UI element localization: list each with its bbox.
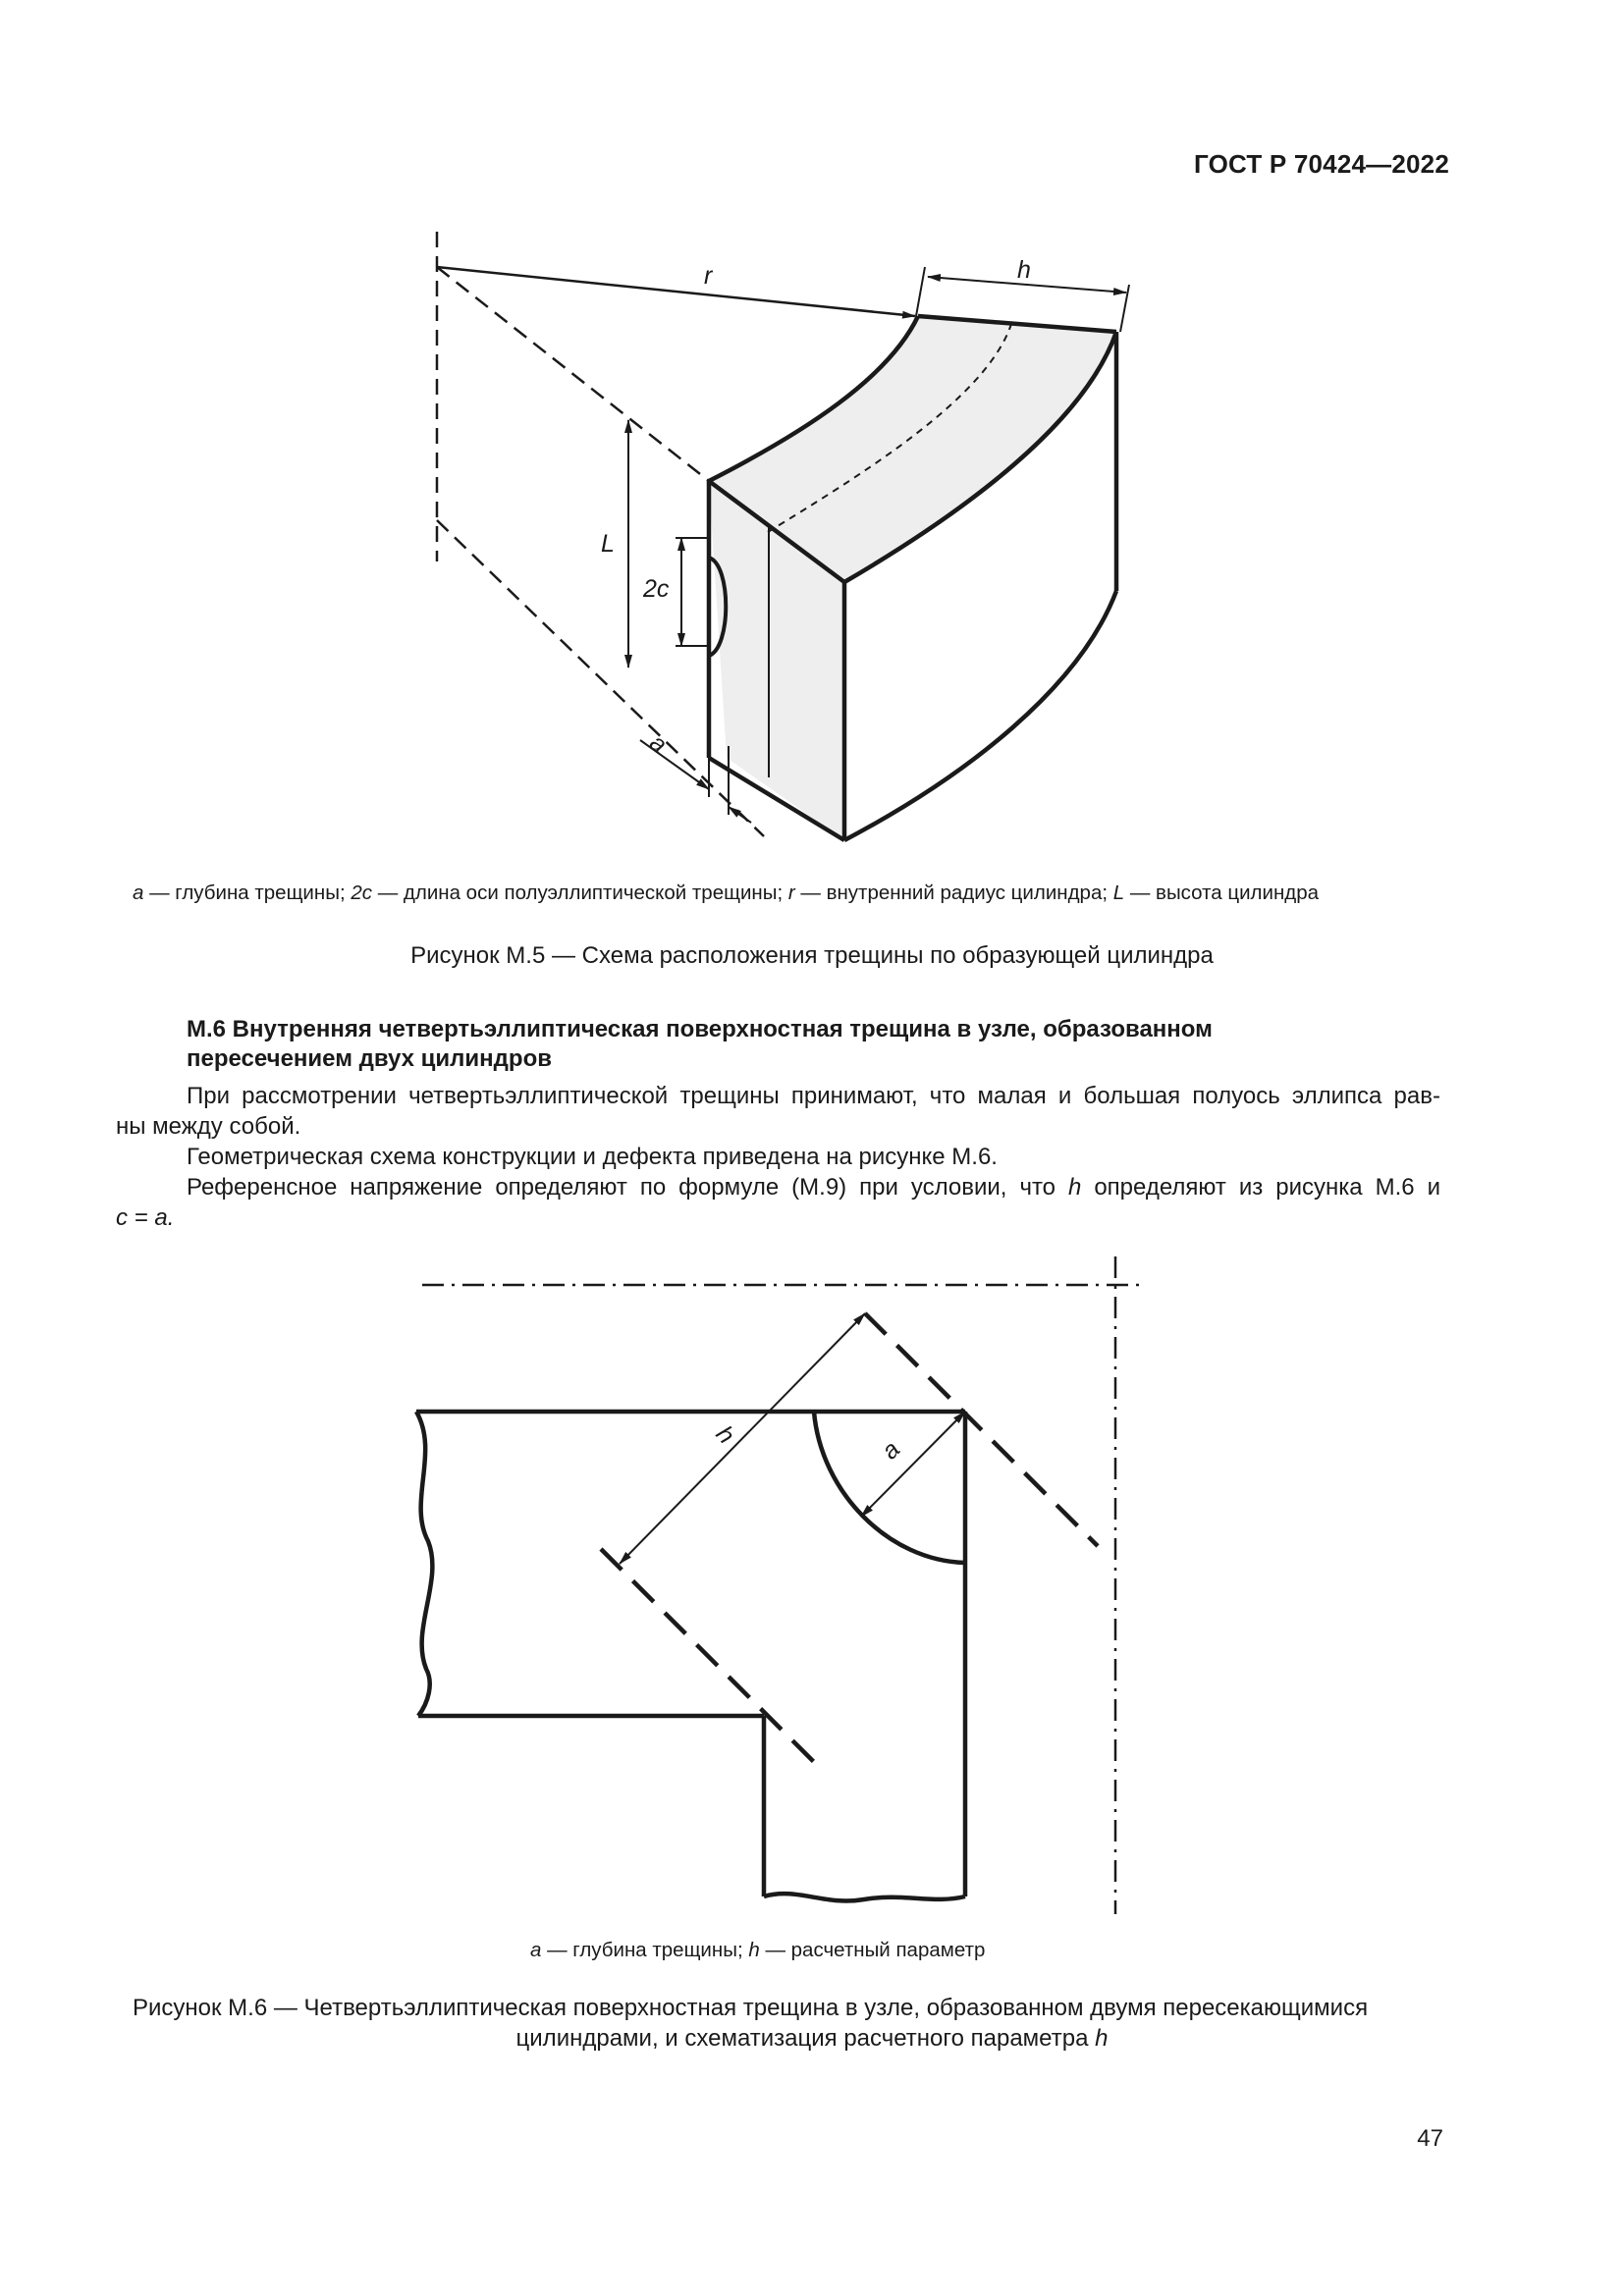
legend-text-a: — глубина трещины; [143,881,352,904]
label-h-m6: h [710,1420,740,1450]
figure-m6-drawing [416,1256,1147,1914]
label-a-m5: a [644,728,673,760]
paragraph-3-line2: c = a. [116,1204,175,1231]
figure-m6-legend [530,1939,985,1962]
figure-m6-caption-line1: Рисунок М.6 — Четвертьэллиптическая поверхностная трещина в узле, образованном двумя пересекающимися [133,1995,1369,2021]
label-a-m6: a [876,1435,906,1466]
legend-text-r: — внутренний радиус цилиндра; [794,881,1113,904]
section-m6-title-line1: М.6 Внутренняя четвертьэллиптическая поверхностная трещина в узле, образованном [187,1016,1213,1042]
section-m6-title-line2: пересечением двух цилиндров [187,1045,552,1072]
figure-m5-legend [133,881,1319,905]
radius-line [437,267,915,316]
figure-m6-caption-text: цилиндрами, и схематизация расчетного параметра [515,2025,1096,2052]
legend-sym-2c: 2c [351,881,372,904]
legend-m6-text-a: — глубина трещины; [541,1939,749,1961]
wavy-left-edge [416,1412,432,1716]
legend-m6-sym-a: a [530,1939,542,1961]
label-L: L [601,530,615,558]
figure-m5-caption: Рисунок М.5 — Схема расположения трещины по образующей цилиндра [410,942,1214,969]
page-number: 47 [1417,2125,1443,2152]
legend-m6-text-h: — расчетный параметр [759,1939,986,1961]
figure-m6-labels [711,1420,906,1465]
label-2c: 2c [643,575,670,603]
wavy-bottom-edge [764,1894,965,1900]
paragraph-3-line1 [187,1172,1440,1202]
paragraph-1-line2: ны между собой. [116,1113,301,1140]
paragraph-3-text-b: определяют из рисунка М.6 и [1081,1174,1440,1201]
figure-m5-drawing [437,232,1129,840]
label-r: r [704,262,713,290]
figure-m6-caption-sym: h [1095,2025,1109,2052]
paragraph-1-line1: При рассмотрении четвертьэллиптической трещины принимают, что малая и большая полуось эллипса рав- [187,1083,1440,1109]
legend-text-2c: — длина оси полуэллиптической трещины; [372,881,788,904]
paragraph-3-sym-h: h [1068,1174,1082,1201]
legend-sym-r: r [787,881,795,904]
legend-m6-sym-h: h [748,1939,760,1961]
legend-text-L: — высота цилиндра [1124,881,1320,904]
label-h-top: h [1017,256,1031,284]
legend-sym-L: L [1112,881,1125,904]
paragraph-2: Геометрическая схема конструкции и дефекта приведена на рисунке М.6. [187,1144,998,1170]
figure-m6-caption-line2 [0,2025,1624,2053]
document-standard-number: ГОСТ Р 70424—2022 [1194,149,1449,179]
legend-sym-a: a [133,881,144,904]
paragraph-3-text-a: Референсное напряжение определяют по формуле (М.9) при условии, что [187,1174,1068,1201]
